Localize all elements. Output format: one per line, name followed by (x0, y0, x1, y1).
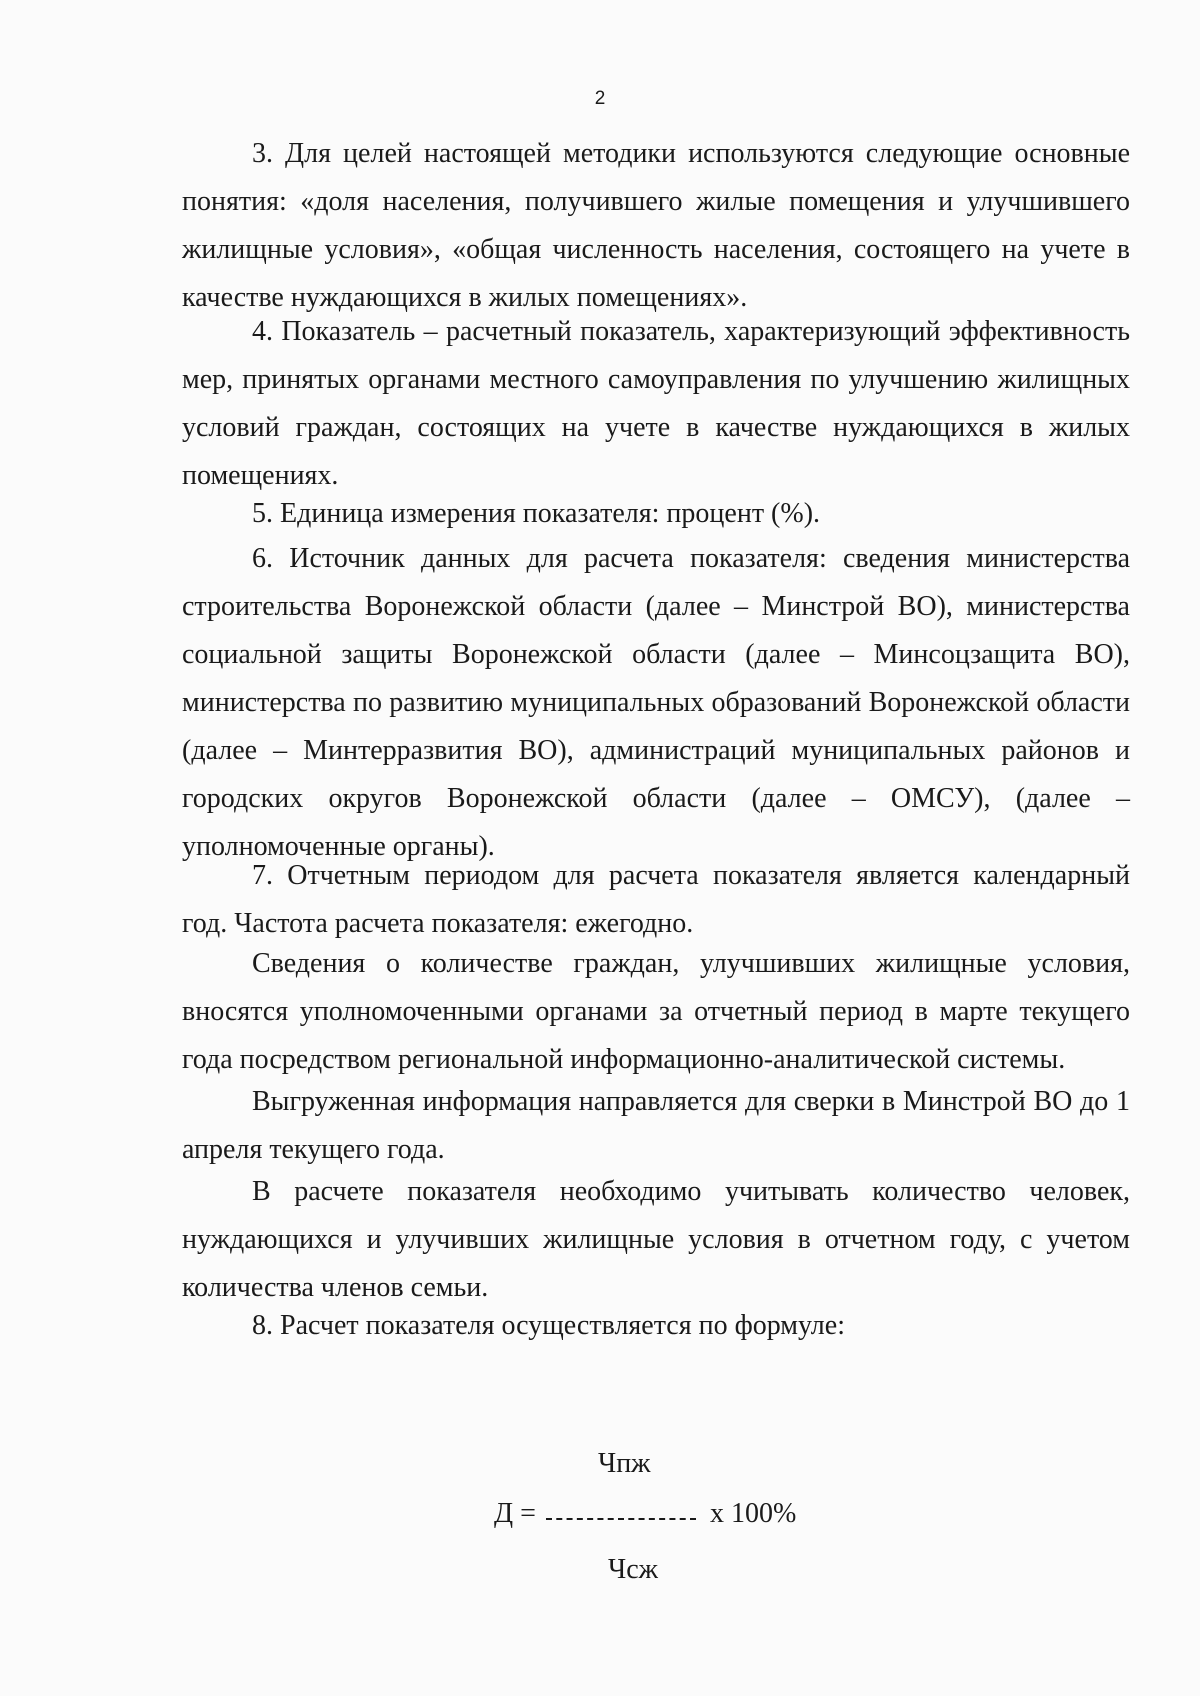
paragraph-7-reporting-period: 7. Отчетным периодом для расчета показателя является календарный год. Частота расчета показателя: ежегодно. (182, 860, 1130, 939)
paragraph-5-unit: 5. Единица измерения показателя: процент (%). (252, 498, 821, 529)
formula-numerator: Чпж (598, 1448, 651, 1479)
formula-lhs: Д = (494, 1498, 536, 1529)
formula (0, 1448, 1200, 1608)
paragraph-6-data-source: 6. Источник данных для расчета показателя: сведения министерства строительства Воронежской области (далее – Минстрой ВО), министерства социальной защиты Воронежской области (далее – Минсоцзащита ВО), министерства по развитию муниципальных образований Воронежской области (далее – Минтерразвития ВО), администраций муниципальных районов и городских округов Воронежской области (далее – ОМСУ), (далее – уполномоченные органы). (182, 543, 1130, 862)
formula-denominator: Чсж (608, 1554, 658, 1585)
paragraph-export-info: Выгруженная информация направляется для сверки в Минстрой ВО до 1 апреля текущего года. (182, 1086, 1130, 1165)
formula-multiplier: х 100% (710, 1498, 797, 1529)
paragraph-3-definitions: 3. Для целей настоящей методики используются следующие основные понятия: «доля населения, получившего жилые помещения и улучшившего жилищные условия», «общая численность населения, состоящего на учете в качестве нуждающихся в жилых помещениях». (182, 138, 1130, 313)
paragraph-4-indicator: 4. Показатель – расчетный показатель, характеризующий эффективность мер, принятых органами местного самоуправления по улучшению жилищных условий граждан, состоящих на учете в качестве нуждающихся в жилых помещениях. (182, 316, 1130, 491)
paragraph-submission-info: Сведения о количестве граждан, улучшивших жилищные условия, вносятся уполномоченными органами за отчетный период в марте текущего года посредством региональной информационно-аналитической системы. (182, 948, 1130, 1075)
formula-fraction-line (546, 1518, 696, 1520)
paragraph-8-formula-intro: 8. Расчет показателя осуществляется по формуле: (252, 1310, 845, 1341)
paragraph-calculation-note: В расчете показателя необходимо учитывать количество человек, нуждающихся и улучивших жилищные условия в отчетном году, с учетом количества членов семьи. (182, 1176, 1130, 1303)
page-number: 2 (594, 88, 606, 109)
